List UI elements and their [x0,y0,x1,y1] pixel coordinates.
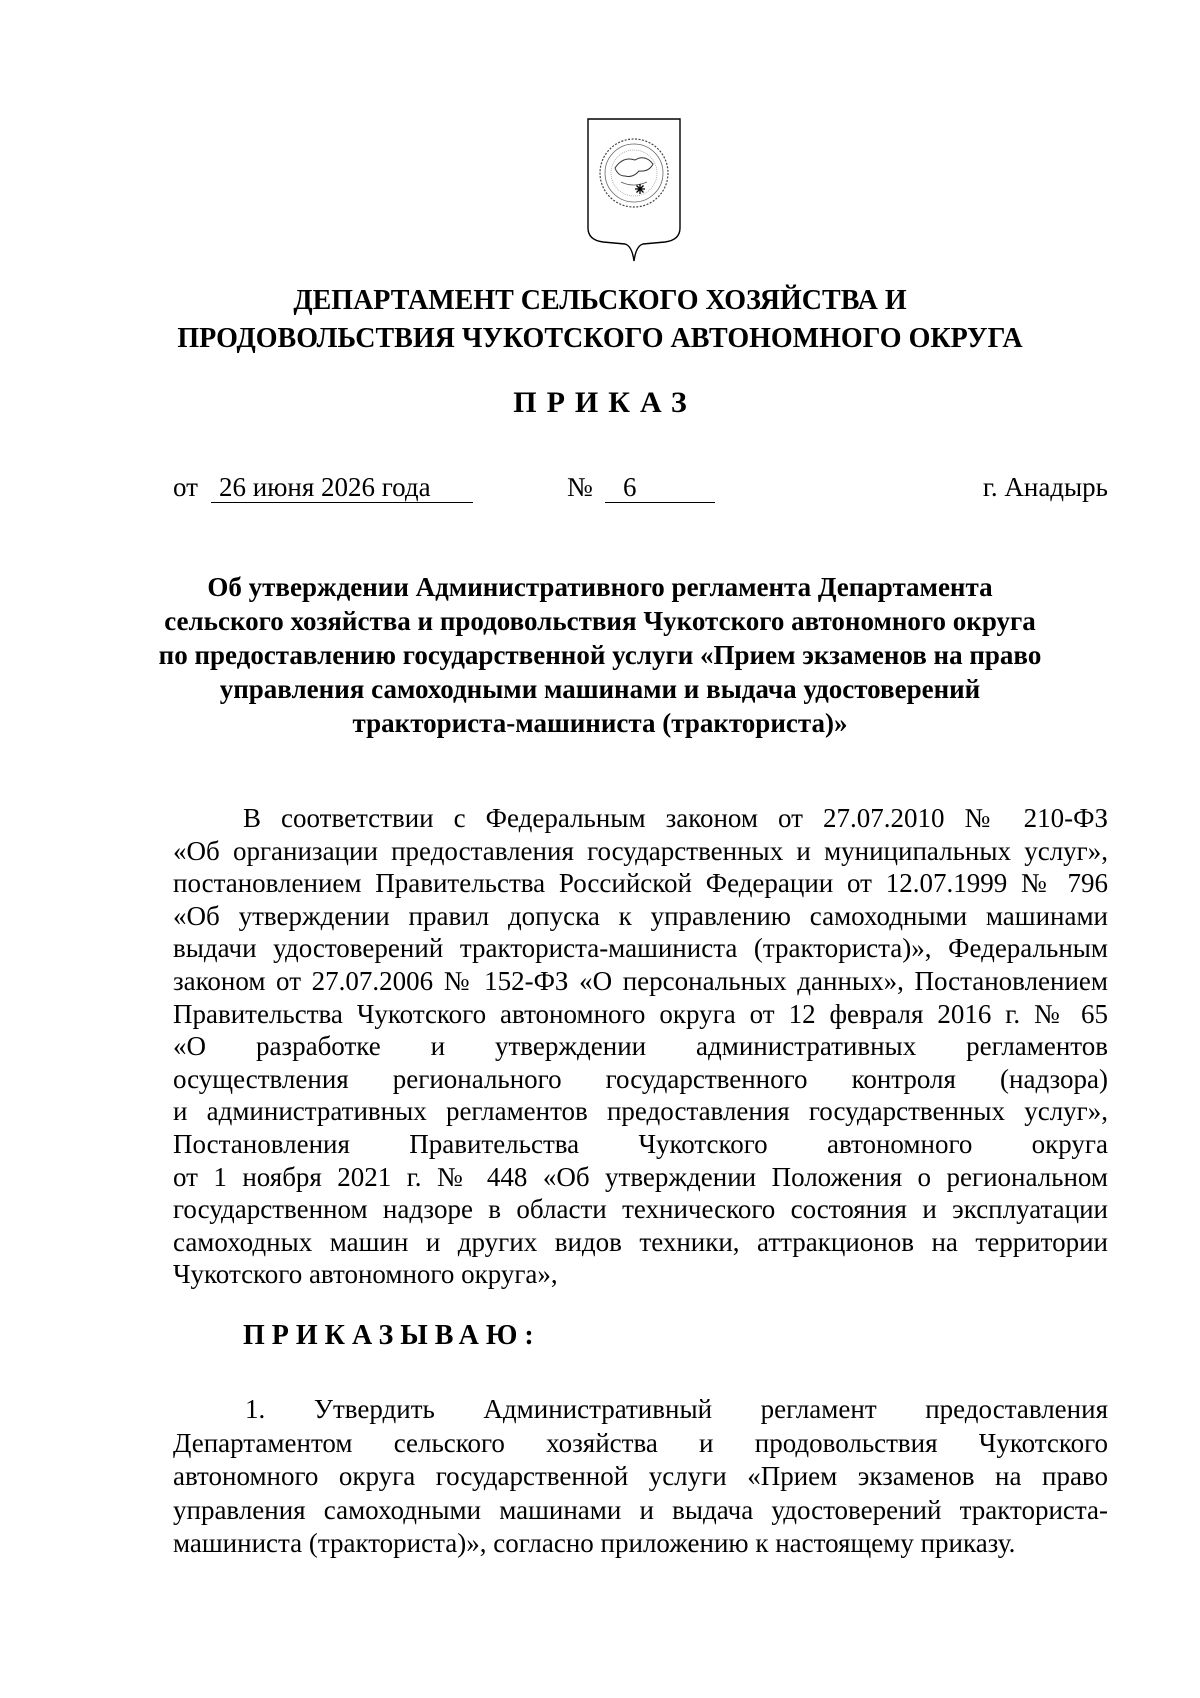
preamble-line: осуществления регионального государственного контроля (надзора) [173,1063,1108,1094]
item-line: Департаментом сельского хозяйства и продовольствия Чукотского [173,1427,1108,1458]
organization-line-2: ПРОДОВОЛЬСТВИЯ ЧУКОТСКОГО АВТОНОМНОГО ОКРУГА [177,323,1023,354]
item-line: 1. Утвердить Административный регламент предоставления [245,1394,1108,1424]
subject-line: тракториста-машиниста (тракториста)» [352,708,848,738]
preamble-paragraph [173,802,1108,1291]
preamble-line: В соответствии с Федеральным законом от 27.07.2010 № 210-ФЗ [243,803,1108,833]
coat-of-arms-emblem [585,116,683,264]
document-type-heading: ПРИКАЗ [513,386,697,419]
preamble-line: законом от 27.07.2006 № 152-ФЗ «О персональных данных», Постановлением [173,965,1108,996]
preamble-line: от 1 ноября 2021 г. № 448 «Об утверждении Положения о региональном [173,1161,1108,1192]
item-line: управления самоходными машинами и выдача удостоверений тракториста- [173,1494,1108,1525]
subject-line: сельского хозяйства и продовольствия Чукотского автономного округа [164,606,1036,636]
subject-line: управления самоходными машинами и выдача удостоверений [219,674,981,704]
preamble-line: «Об утверждении правил допуска к управлению самоходными машинами [173,900,1108,931]
date-field-underline [211,472,473,503]
preamble-line: Правительства Чукотского автономного округа от 12 февраля 2016 г. № 65 [173,998,1108,1029]
preamble-line: Чукотского автономного округа», [173,1259,558,1290]
organization-line-1: ДЕПАРТАМЕНТ СЕЛЬСКОГО ХОЗЯЙСТВА И [293,285,907,316]
number-field-underline [605,472,715,503]
order-keyword: ПРИКАЗЫВАЮ: [243,1320,541,1351]
document-city: г. Анадырь [982,472,1108,502]
preamble-line: и административных регламентов предоставления государственных услуг», [173,1096,1108,1127]
organization-name [120,282,1080,358]
document-subject [120,570,1080,740]
item-line: машиниста (тракториста)», согласно приложению к настоящему приказу. [173,1528,1016,1559]
order-item-1 [173,1393,1108,1561]
date-prefix-label: от [173,472,198,502]
item-line: автономного округа государственной услуги «Прием экзаменов на право [173,1461,1108,1492]
preamble-line: самоходных машин и других видов техники, аттракционов на территории [173,1226,1108,1257]
document-date: 26 июня 2026 года [219,472,431,502]
number-label: № [567,472,593,502]
preamble-line: Постановления Правительства Чукотского автономного округа [173,1128,1108,1159]
preamble-line: выдачи удостоверений тракториста-машиниста (тракториста)», Федеральным [173,933,1108,964]
document-meta-row [173,472,1108,508]
preamble-line: «Об организации предоставления государственных и муниципальных услуг», [173,835,1108,866]
document-number: 6 [623,472,637,502]
preamble-line: «О разработке и утверждении административных регламентов [173,1031,1108,1062]
subject-line: Об утверждении Административного регламента Департамента [207,572,993,602]
preamble-line: государственном надзоре в области технического состояния и эксплуатации [173,1194,1108,1225]
subject-line: по предоставлению государственной услуги «Прием экзаменов на право [158,640,1042,670]
preamble-line: постановлением Правительства Российской Федерации от 12.07.1999 № 796 [173,868,1108,899]
